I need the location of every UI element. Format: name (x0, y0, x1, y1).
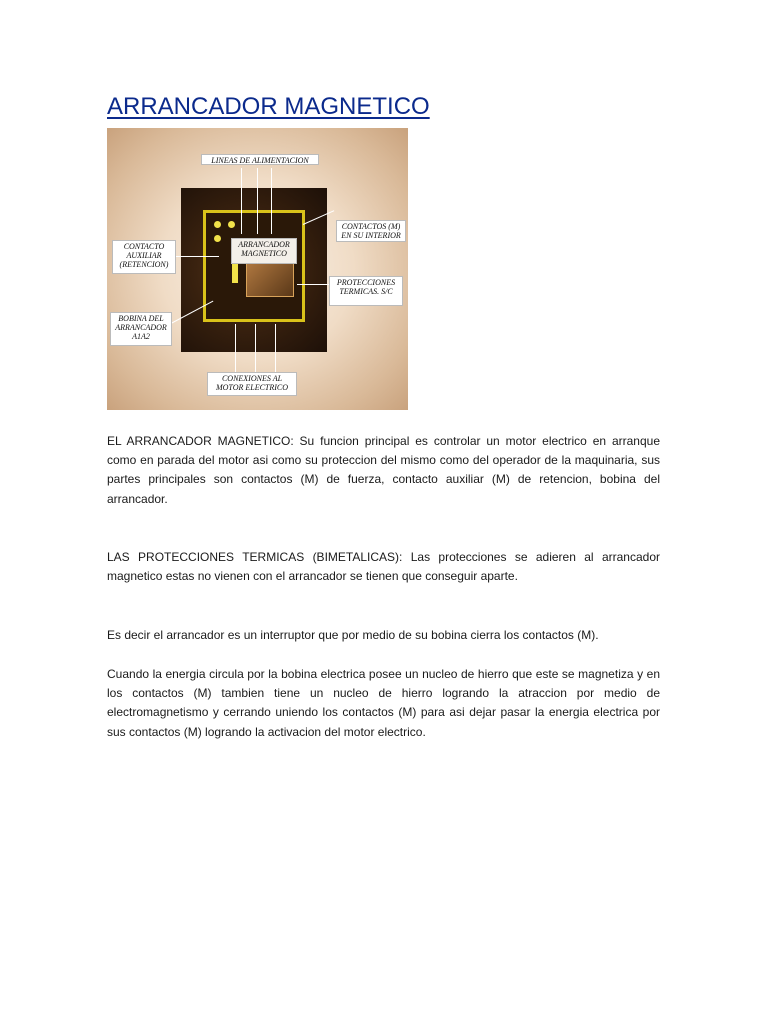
leader-line (255, 324, 256, 372)
arrancador-diagram (107, 128, 408, 410)
paragraph-interruptor: Es decir el arrancador es un interruptor que por medio de su bobina cierra los contactos (M). (107, 628, 599, 642)
leader-line (175, 256, 219, 257)
document-title: ARRANCADOR MAGNETICO (107, 93, 430, 120)
leader-line (275, 324, 276, 372)
leader-line (241, 168, 242, 234)
leader-line (235, 324, 236, 372)
paragraph-arrancador: EL ARRANCADOR MAGNETICO: Su funcion principal es controlar un motor electrico en arranque como en parada del motor asi como su proteccion del mismo como del operador de la maquinaria, sus partes principales son contactos (M) de fuerza, contacto auxiliar (M) de retencion, bobina del arrancador. (107, 434, 660, 506)
paragraph-energia: Cuando la energia circula por la bobina electrica posee un nucleo de hierro que este se magnetiza y en los contactos (M) tambien tiene un nucleo de hierro logrando la atraccion por medio de electromagnetismo y cerrando uniendo los contactos (M) para asi dejar pasar la energia electrica por sus contactos (M) logrando la activacion del motor electrico. (107, 667, 660, 739)
label-contacto-auxiliar: CONTACTO AUXILIAR (RETENCION) (112, 240, 176, 274)
thermal-protection-block (246, 261, 294, 297)
label-lineas-alimentacion: LINEAS DE ALIMENTACION (201, 154, 319, 165)
paragraph-protecciones: LAS PROTECCIONES TERMICAS (BIMETALICAS): Las protecciones se adieren al arrancador magnetico estas no vienen con el arrancador se tienen que conseguir aparte. (107, 550, 660, 584)
terminal-dot (214, 235, 221, 242)
leader-line (257, 168, 258, 234)
label-contactos: CONTACTOS (M) EN SU INTERIOR (336, 220, 406, 242)
label-arrancador: ARRANCADOR MAGNETICO (231, 238, 297, 264)
arrancador-photo (181, 188, 327, 352)
terminal-dot (228, 221, 235, 228)
label-bobina: BOBINA DEL ARRANCADOR A1A2 (110, 312, 172, 346)
leader-line (271, 168, 272, 234)
label-protecciones: PROTECCIONES TERMICAS. S/C (329, 276, 403, 306)
leader-line (297, 284, 331, 285)
arrancador-device (203, 210, 305, 322)
terminal-dot (214, 221, 221, 228)
label-conexiones: CONEXIONES AL MOTOR ELECTRICO (207, 372, 297, 396)
